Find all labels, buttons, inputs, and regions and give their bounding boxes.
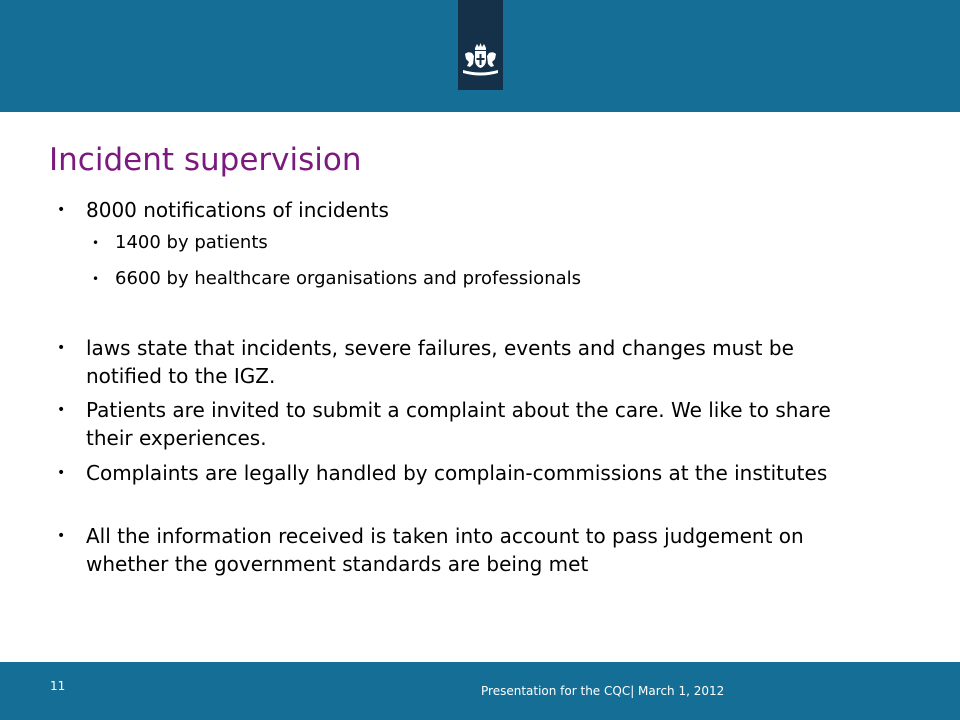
bullet-text: Complaints are legally handled by complain-commissions at the institutes — [86, 461, 828, 485]
bullet-item — [57, 196, 886, 224]
bullet-item — [57, 459, 876, 487]
bullet-text: laws state that incidents, severe failures, events and changes must be notified to the IGZ. — [86, 336, 794, 388]
bullet-marker: • — [57, 528, 66, 544]
sub-bullet-item — [92, 266, 915, 292]
bullet-marker: • — [57, 340, 66, 356]
royal-coat-of-arms-icon — [460, 42, 501, 78]
bullet-text: Patients are invited to submit a complaint about the care. We like to share their experiences. — [86, 398, 831, 450]
footer-bar — [0, 662, 960, 720]
slide-title: Incident supervision — [49, 142, 362, 178]
bullet-item — [57, 396, 876, 452]
bullet-item — [57, 334, 846, 390]
bullet-text: 1400 by patients — [115, 232, 268, 253]
bullet-marker: • — [57, 402, 66, 418]
bullet-text: All the information received is taken into account to pass judgement on whether the government standards are being met — [86, 524, 804, 576]
sub-bullet-item — [92, 230, 915, 256]
bullet-text: 8000 notifications of incidents — [86, 198, 389, 222]
bullet-text: 6600 by healthcare organisations and professionals — [115, 268, 582, 289]
header-bar — [0, 0, 960, 112]
page-number: 11 — [50, 679, 66, 693]
bullet-item — [57, 522, 886, 578]
logo-block — [458, 0, 503, 90]
bullet-marker: • — [57, 465, 66, 481]
bullet-marker: • — [92, 236, 100, 250]
footer-text: Presentation for the CQC| March 1, 2012 — [481, 684, 725, 698]
bullet-marker: • — [92, 272, 100, 286]
bullet-marker: • — [57, 202, 66, 218]
